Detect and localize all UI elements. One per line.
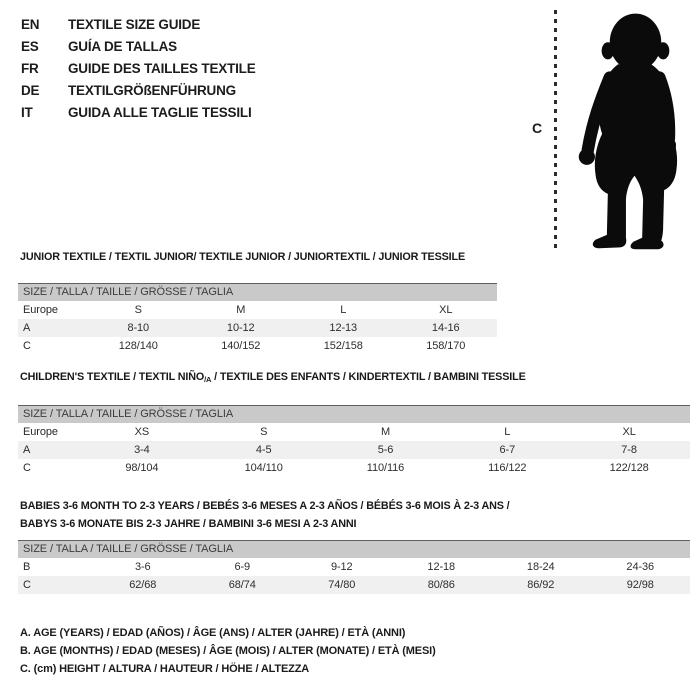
age-cell: 4-5 [203, 441, 325, 459]
junior-size-table [18, 301, 497, 355]
height-cell: 86/92 [491, 576, 591, 594]
age-cell: 3-4 [81, 441, 203, 459]
size-cell: M [380, 426, 391, 438]
size-cell: S [134, 304, 142, 316]
note-height-cm: C. (cm) HEIGHT / ALTURA / HAUTEUR / HÖHE / ALTEZZA [20, 663, 310, 675]
language-code: IT [21, 104, 33, 120]
measure-label-c: C [532, 120, 543, 136]
table-row-age [18, 319, 497, 337]
title-line: BABYS 3-6 MONATE BIS 2-3 JAHRE / BAMBINI 3-6 MESI A 2-3 ANNI [20, 518, 357, 530]
row-label: B [23, 561, 31, 573]
months-cell: 6-9 [234, 561, 251, 573]
section-title [20, 371, 690, 386]
months-cell: 12-18 [427, 561, 456, 573]
language-code: DE [21, 82, 40, 98]
size-header-bar: SIZE / TALLA / TAILLE / GRÖSSE / TAGLIA [18, 405, 690, 423]
months-cell: 3-6 [134, 561, 151, 573]
table-row-europe [18, 301, 497, 319]
size-header-bar: SIZE / TALLA / TAILLE / GRÖSSE / TAGLIA [18, 540, 690, 558]
size-figure [528, 8, 693, 253]
months-cell: 18-24 [526, 561, 555, 573]
note-age-months: B. AGE (MONTHS) / EDAD (MESES) / ÂGE (MOIS) / ALTER (MONATE) / ETÀ (MESI) [20, 645, 436, 657]
height-measure-line [554, 10, 557, 250]
size-cell: XS [134, 426, 150, 438]
legend-notes [20, 624, 436, 678]
size-cell: L [340, 304, 347, 316]
height-cell: 158/170 [426, 340, 466, 352]
age-cell: 5-6 [325, 441, 447, 459]
section-title [20, 497, 690, 533]
title-part: / TEXTILE DES ENFANTS / KINDERTEXTIL / BAMBINI TESSILE [211, 371, 526, 383]
language-row-de [21, 79, 256, 101]
size-cell: XL [622, 426, 636, 438]
size-header-bar: SIZE / TALLA / TAILLE / GRÖSSE / TAGLIA [18, 283, 497, 301]
language-code: ES [21, 38, 39, 54]
height-cell: 92/98 [591, 576, 691, 594]
height-cell: 62/68 [93, 576, 193, 594]
childrens-size-table [18, 423, 690, 477]
title-line: BABIES 3-6 MONTH TO 2-3 YEARS / BEBÉS 3-6 MESES A 2-3 AÑOS / BÉBÉS 3-6 MOIS À 2-3 ANS / [20, 500, 510, 512]
title-part: CHILDREN'S TEXTILE / TEXTIL NIÑO [20, 371, 205, 383]
age-cell: 12-13 [292, 319, 395, 337]
language-label: TEXTILGRÖßENFÜHRUNG [68, 82, 236, 98]
language-label: GUÍA DE TALLAS [68, 38, 177, 54]
language-list [21, 13, 256, 123]
language-label: TEXTILE SIZE GUIDE [68, 16, 201, 32]
row-label: C [23, 340, 31, 352]
height-cell: 128/140 [118, 340, 158, 352]
table-row-europe [18, 423, 690, 441]
months-cell: 9-12 [330, 561, 353, 573]
height-cell: 98/104 [125, 462, 159, 474]
table-row-height [18, 337, 497, 355]
section-childrens-textile [18, 371, 690, 477]
height-cell: 152/158 [323, 340, 363, 352]
size-cell: M [236, 304, 246, 316]
age-cell: 7-8 [568, 441, 690, 459]
height-cell: 68/74 [193, 576, 293, 594]
row-label: A [18, 441, 81, 459]
row-label: C [18, 576, 93, 594]
table-row-height [18, 459, 690, 477]
size-cell: XL [439, 304, 453, 316]
age-cell: 6-7 [446, 441, 568, 459]
height-cell: 116/122 [488, 462, 527, 474]
language-code: EN [21, 16, 40, 32]
height-cell: 140/152 [221, 340, 261, 352]
height-cell: 74/80 [292, 576, 392, 594]
language-row-fr [21, 57, 256, 79]
height-cell: 110/116 [366, 462, 405, 474]
age-cell: 14-16 [395, 319, 498, 337]
table-row-height [18, 576, 690, 594]
babies-size-table [18, 558, 690, 594]
height-cell: 104/110 [244, 462, 283, 474]
months-cell: 24-36 [626, 561, 655, 573]
language-row-en [21, 13, 256, 35]
language-label: GUIDE DES TAILLES TEXTILE [68, 60, 256, 76]
height-cell: 122/128 [609, 462, 649, 474]
title-subscript: /A [204, 375, 212, 384]
section-junior-textile [18, 251, 497, 355]
row-label: Europe [23, 304, 58, 316]
language-label: GUIDA ALLE TAGLIE TESSILI [68, 104, 252, 120]
table-row-months [18, 558, 690, 576]
baby-silhouette-icon [563, 10, 687, 250]
language-row-it [21, 101, 256, 123]
table-row-age [18, 441, 690, 459]
row-label: Europe [23, 426, 58, 438]
section-title: JUNIOR TEXTILE / TEXTIL JUNIOR/ TEXTILE JUNIOR / JUNIORTEXTIL / JUNIOR TESSILE [20, 251, 466, 263]
age-cell: 10-12 [190, 319, 293, 337]
row-label: A [18, 319, 87, 337]
height-cell: 80/86 [392, 576, 492, 594]
age-cell: 8-10 [87, 319, 190, 337]
language-row-es [21, 35, 256, 57]
row-label: C [23, 462, 31, 474]
language-code: FR [21, 60, 39, 76]
size-cell: L [504, 426, 511, 438]
note-age-years: A. AGE (YEARS) / EDAD (AÑOS) / ÂGE (ANS) / ALTER (JAHRE) / ETÀ (ANNI) [20, 627, 406, 639]
section-babies-textile [18, 497, 690, 594]
size-cell: S [260, 426, 268, 438]
